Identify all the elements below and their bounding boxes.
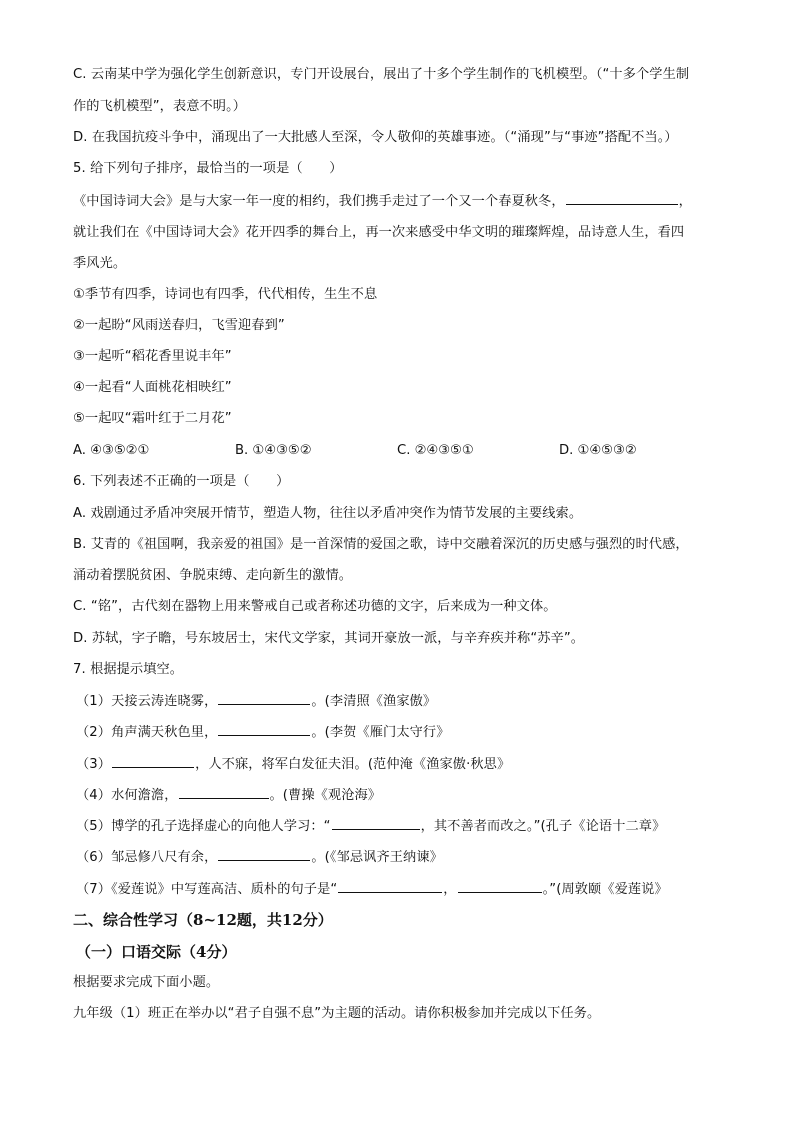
q7-item-3 (76, 755, 510, 774)
q5-option-a: A. ④③⑤②① (73, 443, 150, 458)
q6-option-b-line1: B. 艾青的《祖国啊，我亲爱的祖国》是一首深情的爱国之歌，诗中交融着深沉的历史感与强烈的时代感， (73, 537, 689, 552)
q5-sentence-4: ④一起看“人面桃花相映红” (73, 380, 232, 395)
q6-option-c: C. “铭”，古代刻在器物上用来警戒自己或者称述功德的文字，后来成为一种文体。 (73, 599, 557, 614)
q7-item-1 (76, 692, 436, 711)
q7-item-2 (76, 723, 450, 742)
q6-option-d: D. 苏轼，字子瞻，号东坡居士，宋代文学家，其词开豪放一派，与辛弃疾并称“苏辛”。 (73, 631, 585, 646)
q6-stem: 6. 下列表述不正确的一项是（ ） (73, 474, 290, 489)
q5-passage-line1-pre: 《中国诗词大会》是与大家一年一度的相约，我们携手走过了一个又一个春夏秋冬， (73, 194, 565, 209)
q5-passage-line2: 就让我们在《中国诗词大会》花开四季的舞台上，再一次来感受中华文明的璀璨辉煌，品诗意人生，看四 (73, 225, 685, 240)
answer-blank[interactable] (218, 723, 310, 736)
section-2-intro: 九年级（1）班正在举办以“君子自强不息”为主题的活动。请你积极参加并完成以下任务。 (73, 1006, 601, 1021)
q5-sentence-3: ③一起听“稻花香里说丰年” (73, 349, 232, 364)
q7-item-7-prompt: （7）《爱莲说》中写莲高洁、质朴的句子是“ (76, 882, 338, 897)
q7-item-1-prompt: （1）天接云涛连晓雾， (76, 694, 218, 709)
answer-blank[interactable] (566, 192, 678, 205)
q5-option-d: D. ①④⑤③② (559, 443, 637, 458)
q5-passage-line1-post: ， (678, 194, 692, 209)
answer-blank[interactable] (179, 786, 269, 799)
q6-option-a: A. 戏剧通过矛盾冲突展开情节，塑造人物，往往以矛盾冲突作为情节发展的主要线索。 (73, 506, 583, 521)
section-2-instruction: 根据要求完成下面小题。 (73, 975, 220, 990)
q5-sentence-1: ①季节有四季，诗词也有四季，代代相传，生生不息 (73, 287, 378, 302)
answer-blank[interactable] (218, 692, 310, 705)
q7-stem: 7. 根据提示填空。 (73, 662, 184, 677)
q7-item-6 (76, 848, 443, 867)
q7-item-3-prompt: （3） (76, 757, 112, 772)
answer-blank[interactable] (218, 848, 310, 861)
answer-blank[interactable] (458, 880, 542, 893)
q4-option-d: D. 在我国抗疫斗争中，涌现出了一大批感人至深，令人敬仰的英雄事迹。（“涌现”与“事迹”搭配不当。） (73, 130, 678, 145)
q5-sentence-5: ⑤一起叹“霜叶红于二月花” (73, 411, 232, 426)
answer-blank[interactable] (112, 755, 194, 768)
q5-option-c: C. ②④③⑤① (397, 443, 474, 458)
q5-passage-line3: 季风光。 (73, 256, 127, 271)
q6-option-b-line2: 涌动着摆脱贫困、争脱束缚、走向新生的激情。 (73, 568, 353, 583)
q5-passage-line1 (73, 192, 692, 211)
answer-blank[interactable] (332, 817, 420, 830)
q7-item-7 (76, 880, 668, 899)
q7-item-7-source: 。”(周敦颐《爱莲说》 (542, 882, 668, 897)
q7-item-5-source: ，其不善者而改之。”(孔子《论语十二章》 (420, 819, 666, 834)
q5-sentence-2: ②一起盼“风雨送春归，飞雪迎春到” (73, 318, 285, 333)
q7-item-4-prompt: （4）水何澹澹， (76, 788, 178, 803)
q7-item-4-source: 。(曹操《观沧海》 (269, 788, 382, 803)
section-2-title: 二、综合性学习（8~12题，共12分） (73, 911, 333, 929)
q7-item-7-separator: ， (443, 882, 457, 897)
q7-item-5-prompt: （5）博学的孔子选择虚心的向他人学习：“ (76, 819, 331, 834)
answer-blank[interactable] (338, 880, 442, 893)
q7-item-3-source: ，人不寐，将军白发征夫泪。(范仲淹《渔家傲·秋思》 (195, 757, 511, 772)
q5-option-b: B. ①④③⑤② (235, 443, 312, 458)
q7-item-6-prompt: （6）邹忌修八尺有余， (76, 850, 218, 865)
q7-item-2-source: 。(李贺《雁门太守行》 (311, 725, 450, 740)
q7-item-2-prompt: （2）角声满天秋色里， (76, 725, 218, 740)
q7-item-1-source: 。(李清照《渔家傲》 (311, 694, 437, 709)
section-2-subtitle: （一）口语交际（4分） (76, 943, 237, 961)
q7-item-5 (76, 817, 665, 836)
q4-option-c-line1: C. 云南某中学为强化学生创新意识，专门开设展台，展出了十多个学生制作的飞机模型。（“十多个学生制 (73, 67, 690, 82)
q7-item-4 (76, 786, 381, 805)
q5-stem: 5. 给下列句子排序，最恰当的一项是（ ） (73, 161, 343, 176)
q7-item-6-source: 。(《邹忌讽齐王纳谏》 (311, 850, 443, 865)
q4-option-c-line2: 作的飞机模型”，表意不明。） (73, 99, 247, 114)
